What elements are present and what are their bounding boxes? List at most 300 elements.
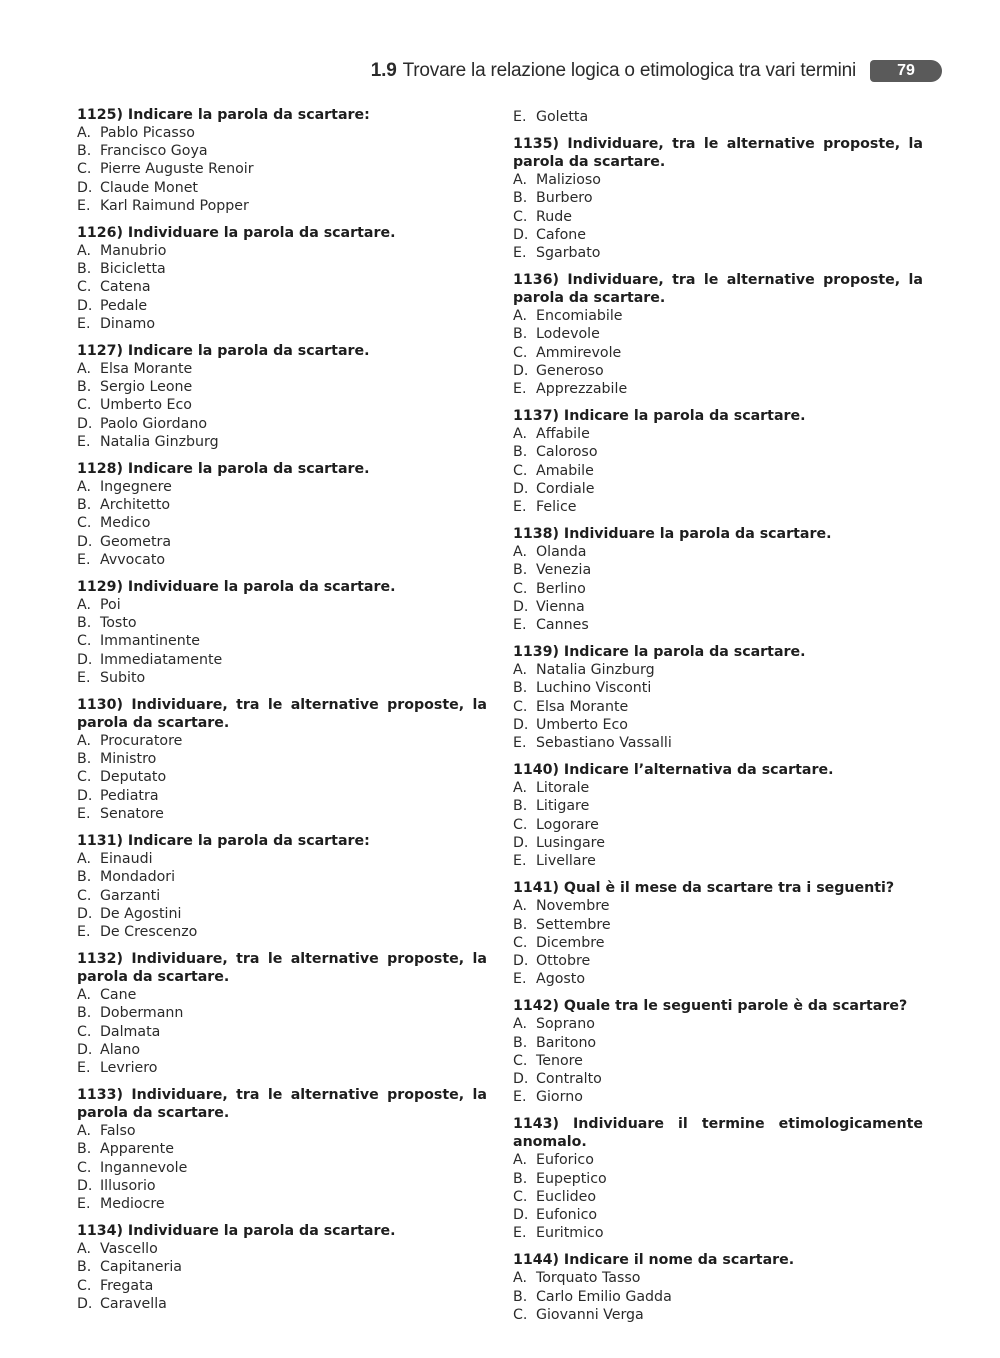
answer-option bbox=[513, 1034, 923, 1052]
option-text: Goletta bbox=[536, 109, 589, 125]
answer-option bbox=[77, 887, 487, 905]
option-text: Procuratore bbox=[100, 733, 183, 750]
answer-option bbox=[77, 651, 487, 669]
option-letter: E. bbox=[77, 1195, 91, 1212]
option-text: Subito bbox=[100, 669, 146, 686]
question-block bbox=[513, 879, 923, 988]
answer-option bbox=[77, 197, 487, 215]
option-letter: A. bbox=[77, 987, 91, 1004]
question-text: 1140) Indicare l’alternativa da scartare. bbox=[513, 762, 834, 779]
option-text: Berlino bbox=[536, 580, 586, 597]
option-text: Poi bbox=[100, 597, 121, 614]
option-text: Encomiabile bbox=[536, 308, 623, 325]
option-text: Eufonico bbox=[536, 1206, 598, 1223]
answer-option bbox=[513, 480, 923, 498]
option-text: Olanda bbox=[536, 544, 587, 561]
option-text: Sebastiano Vassalli bbox=[536, 735, 672, 752]
answer-option bbox=[513, 1088, 923, 1106]
section-title bbox=[371, 60, 856, 82]
option-text: Vienna bbox=[536, 598, 585, 615]
option-letter: A. bbox=[513, 1016, 527, 1033]
answer-option bbox=[77, 732, 487, 750]
option-text: Tosto bbox=[100, 615, 137, 632]
answer-option bbox=[77, 533, 487, 551]
answer-option bbox=[513, 208, 923, 226]
answer-option bbox=[513, 462, 923, 480]
option-letter: A. bbox=[77, 361, 91, 378]
option-letter: E. bbox=[513, 381, 527, 398]
question-block bbox=[77, 1086, 487, 1213]
option-letter: C. bbox=[513, 1306, 528, 1323]
right-column-questions bbox=[513, 135, 923, 1324]
option-text: Caravella bbox=[100, 1295, 167, 1312]
option-text: Sergio Leone bbox=[100, 379, 193, 396]
option-text: Amabile bbox=[536, 462, 594, 479]
option-letter: B. bbox=[513, 326, 528, 343]
option-letter: E. bbox=[513, 499, 527, 516]
answer-option bbox=[513, 970, 923, 988]
answer-option bbox=[77, 433, 487, 451]
question-text: 1143) Individuare il termine etimologicamente anomalo. bbox=[513, 1116, 923, 1151]
option-text: Francisco Goya bbox=[100, 143, 208, 160]
option-text: Vascello bbox=[100, 1241, 158, 1258]
option-text: Dicembre bbox=[536, 934, 605, 951]
option-text: Elsa Morante bbox=[536, 698, 629, 715]
answer-option bbox=[77, 1140, 487, 1158]
option-letter: C. bbox=[77, 887, 92, 904]
question-text: 1134) Individuare la parola da scartare. bbox=[77, 1223, 396, 1240]
option-letter: D. bbox=[513, 834, 529, 851]
option-text: Torquato Tasso bbox=[536, 1270, 641, 1287]
answer-option bbox=[513, 734, 923, 752]
answer-option bbox=[513, 616, 923, 634]
option-text: Burbero bbox=[536, 190, 593, 207]
answer-option bbox=[513, 716, 923, 734]
option-letter: B. bbox=[77, 869, 92, 886]
option-letter: E. bbox=[77, 551, 91, 568]
option-letter: C. bbox=[513, 698, 528, 715]
section-number: 1.9 bbox=[370, 60, 397, 81]
answer-option bbox=[513, 834, 923, 852]
option-letter: E. bbox=[77, 315, 91, 332]
answer-option bbox=[77, 1258, 487, 1276]
option-text: Bicicletta bbox=[100, 261, 166, 278]
answer-option bbox=[513, 1288, 923, 1306]
answer-option bbox=[77, 1122, 487, 1140]
question-block bbox=[513, 407, 923, 516]
answer-option bbox=[77, 1059, 487, 1077]
answer-option bbox=[513, 779, 923, 797]
answer-option bbox=[77, 315, 487, 333]
question-text: 1129) Individuare la parola da scartare. bbox=[77, 579, 396, 596]
option-text: Ottobre bbox=[536, 952, 591, 969]
answer-option bbox=[513, 1269, 923, 1287]
option-letter: B. bbox=[513, 1034, 528, 1051]
option-text: Pierre Auguste Renoir bbox=[100, 161, 254, 178]
option-letter: C. bbox=[513, 580, 528, 597]
option-letter: A. bbox=[513, 426, 527, 443]
question-block bbox=[77, 578, 487, 687]
option-text: Elsa Morante bbox=[100, 361, 193, 378]
answer-option bbox=[513, 171, 923, 189]
option-text: Fregata bbox=[100, 1277, 154, 1294]
answer-option bbox=[513, 1070, 923, 1088]
option-letter: B. bbox=[77, 497, 92, 514]
question-block bbox=[513, 1115, 923, 1242]
answer-option bbox=[513, 1052, 923, 1070]
answer-option bbox=[77, 297, 487, 315]
answer-option bbox=[77, 496, 487, 514]
option-letter: A. bbox=[513, 172, 527, 189]
option-letter: A. bbox=[513, 780, 527, 797]
option-text: Karl Raimund Popper bbox=[100, 197, 249, 214]
question-block bbox=[77, 832, 487, 941]
option-letter: C. bbox=[513, 934, 528, 951]
answer-option bbox=[77, 1023, 487, 1041]
answer-option bbox=[77, 669, 487, 687]
option-text: Pediatra bbox=[100, 787, 159, 804]
question-block bbox=[513, 643, 923, 752]
option-letter: D. bbox=[513, 1070, 529, 1087]
option-text: Mondadori bbox=[100, 869, 176, 886]
option-text: Generoso bbox=[536, 362, 604, 379]
option-letter: E. bbox=[513, 245, 527, 262]
option-letter: B. bbox=[513, 798, 528, 815]
option-letter: A. bbox=[513, 662, 527, 679]
answer-option bbox=[77, 868, 487, 886]
option-text: Ingegnere bbox=[100, 479, 172, 496]
option-letter: A. bbox=[513, 544, 527, 561]
option-letter: C. bbox=[77, 279, 92, 296]
option-text: Soprano bbox=[536, 1016, 595, 1033]
option-text: Cordiale bbox=[536, 480, 595, 497]
option-text: De Agostini bbox=[100, 905, 182, 922]
option-text: Immediatamente bbox=[100, 651, 223, 668]
answer-option bbox=[513, 679, 923, 697]
option-text: Euforico bbox=[536, 1152, 594, 1169]
answer-option bbox=[77, 850, 487, 868]
answer-option bbox=[513, 661, 923, 679]
option-letter: D. bbox=[513, 1206, 529, 1223]
option-letter: D. bbox=[513, 226, 529, 243]
answer-option bbox=[513, 498, 923, 516]
question-text: 1131) Indicare la parola da scartare: bbox=[77, 833, 370, 850]
option-text: De Crescenzo bbox=[100, 923, 198, 940]
question-block bbox=[77, 106, 487, 215]
option-letter: B. bbox=[513, 680, 528, 697]
option-text: Paolo Giordano bbox=[100, 415, 207, 432]
option-letter: C. bbox=[513, 816, 528, 833]
question-text: 1126) Individuare la parola da scartare. bbox=[77, 225, 396, 242]
answer-option bbox=[513, 1206, 923, 1224]
option-letter: B. bbox=[513, 1288, 528, 1305]
answer-option bbox=[77, 905, 487, 923]
answer-option bbox=[77, 750, 487, 768]
answer-option bbox=[513, 1306, 923, 1324]
option-letter: D. bbox=[77, 1177, 93, 1194]
answer-option bbox=[513, 1170, 923, 1188]
answer-option bbox=[513, 598, 923, 616]
answer-option bbox=[77, 614, 487, 632]
answer-option bbox=[513, 362, 923, 380]
answer-option bbox=[513, 1151, 923, 1169]
option-letter: B. bbox=[513, 916, 528, 933]
page-header bbox=[371, 58, 942, 84]
answer-option bbox=[77, 923, 487, 941]
option-letter: D. bbox=[77, 1041, 93, 1058]
option-letter: B. bbox=[513, 190, 528, 207]
answer-option bbox=[77, 360, 487, 378]
right-column bbox=[513, 106, 923, 1333]
question-text: 1139) Indicare la parola da scartare. bbox=[513, 644, 806, 661]
option-letter: D. bbox=[513, 480, 529, 497]
option-text: Lodevole bbox=[536, 326, 600, 343]
option-text: Giorno bbox=[536, 1089, 583, 1106]
option-text: Litorale bbox=[536, 780, 590, 797]
option-text: Architetto bbox=[100, 497, 171, 514]
option-text: Carlo Emilio Gadda bbox=[536, 1288, 672, 1305]
question-block bbox=[513, 271, 923, 398]
question-block bbox=[513, 1251, 923, 1324]
answer-option bbox=[77, 768, 487, 786]
option-letter: A. bbox=[77, 243, 91, 260]
question-text: 1142) Quale tra le seguenti parole è da scartare? bbox=[513, 998, 908, 1015]
option-text: Apparente bbox=[100, 1141, 174, 1158]
option-text: Cannes bbox=[536, 617, 589, 634]
option-text: Logorare bbox=[536, 816, 599, 833]
answer-option bbox=[513, 934, 923, 952]
option-text: Levriero bbox=[100, 1059, 158, 1076]
answer-option bbox=[77, 378, 487, 396]
option-letter: A. bbox=[77, 479, 91, 496]
answer-option bbox=[77, 142, 487, 160]
option-text: Livellare bbox=[536, 853, 596, 870]
option-text: Pedale bbox=[100, 297, 148, 314]
question-text: 1137) Indicare la parola da scartare. bbox=[513, 408, 806, 425]
answer-option bbox=[77, 124, 487, 142]
option-letter: C. bbox=[513, 344, 528, 361]
option-text: Geometra bbox=[100, 533, 172, 550]
option-letter: E. bbox=[77, 923, 91, 940]
question-block bbox=[513, 761, 923, 870]
option-text: Mediocre bbox=[100, 1195, 165, 1212]
page-number-badge: 79 bbox=[870, 60, 942, 82]
option-text: Catena bbox=[100, 279, 151, 296]
option-letter: E. bbox=[513, 1225, 527, 1242]
answer-option bbox=[77, 1277, 487, 1295]
option-text: Medico bbox=[100, 515, 151, 532]
answer-option bbox=[513, 1015, 923, 1033]
answer-option bbox=[77, 478, 487, 496]
answer-option bbox=[77, 1295, 487, 1313]
option-text: Lusingare bbox=[536, 834, 605, 851]
answer-option bbox=[513, 852, 923, 870]
answer-option bbox=[513, 952, 923, 970]
option-letter: E. bbox=[513, 735, 527, 752]
option-text: Cane bbox=[100, 987, 137, 1004]
option-text: Ministro bbox=[100, 751, 157, 768]
answer-option bbox=[77, 551, 487, 569]
option-letter: C. bbox=[77, 1277, 92, 1294]
option-letter: A. bbox=[513, 898, 527, 915]
answer-option bbox=[513, 1188, 923, 1206]
answer-option bbox=[513, 1224, 923, 1242]
option-letter: A. bbox=[77, 597, 91, 614]
answer-option bbox=[513, 543, 923, 561]
answer-option bbox=[77, 396, 487, 414]
option-text: Giovanni Verga bbox=[536, 1306, 644, 1323]
option-text: Venezia bbox=[536, 562, 592, 579]
option-letter: D. bbox=[77, 297, 93, 314]
answer-option bbox=[77, 805, 487, 823]
option-text: Illusorio bbox=[100, 1177, 156, 1194]
question-block bbox=[77, 950, 487, 1077]
option-letter: A. bbox=[77, 125, 91, 141]
question-text: 1132) Individuare, tra le alternative proposte, la parola da scartare. bbox=[77, 951, 487, 986]
answer-option bbox=[77, 242, 487, 260]
option-letter: E. bbox=[77, 197, 91, 214]
option-letter: C. bbox=[513, 208, 528, 225]
option-text: Eupeptico bbox=[536, 1170, 607, 1187]
option-text: Agosto bbox=[536, 971, 586, 988]
answer-option bbox=[77, 1159, 487, 1177]
option-text: Immantinente bbox=[100, 633, 201, 650]
answer-option bbox=[513, 561, 923, 579]
option-text: Felice bbox=[536, 499, 577, 516]
question-block bbox=[77, 342, 487, 451]
option-text: Affabile bbox=[536, 426, 590, 443]
option-text: Natalia Ginzburg bbox=[536, 662, 655, 679]
question-block bbox=[77, 224, 487, 333]
option-text: Alano bbox=[100, 1041, 141, 1058]
question-block bbox=[77, 1222, 487, 1313]
option-letter: C. bbox=[513, 1052, 528, 1069]
option-text: Tenore bbox=[536, 1052, 583, 1069]
option-letter: B. bbox=[77, 751, 92, 768]
option-text: Avvocato bbox=[100, 551, 166, 568]
answer-option bbox=[513, 580, 923, 598]
answer-option bbox=[77, 514, 487, 532]
question-block bbox=[513, 135, 923, 262]
option-text: Pablo Picasso bbox=[100, 125, 195, 141]
option-letter: C. bbox=[77, 397, 92, 414]
option-text: Rude bbox=[536, 208, 572, 225]
option-text: Malizioso bbox=[536, 172, 601, 189]
answer-option bbox=[513, 897, 923, 915]
option-letter: D. bbox=[77, 787, 93, 804]
question-text: 1128) Indicare la parola da scartare. bbox=[77, 461, 370, 478]
question-block bbox=[77, 696, 487, 823]
option-letter: C. bbox=[77, 161, 92, 178]
option-letter: A. bbox=[513, 1152, 527, 1169]
option-letter: B. bbox=[77, 379, 92, 396]
option-letter: C. bbox=[77, 1023, 92, 1040]
question-text: 1127) Indicare la parola da scartare. bbox=[77, 343, 370, 360]
option-letter: D. bbox=[77, 905, 93, 922]
question-block bbox=[513, 525, 923, 634]
answer-option bbox=[77, 278, 487, 296]
option-letter: C. bbox=[513, 1188, 528, 1205]
option-letter: D. bbox=[77, 533, 93, 550]
answer-option bbox=[513, 307, 923, 325]
option-letter: C. bbox=[513, 462, 528, 479]
option-text: Dobermann bbox=[100, 1005, 184, 1022]
option-letter: E. bbox=[513, 853, 527, 870]
option-letter: E. bbox=[513, 971, 527, 988]
option-text: Settembre bbox=[536, 916, 611, 933]
option-text: Ingannevole bbox=[100, 1159, 188, 1176]
answer-option bbox=[513, 380, 923, 398]
continued-option bbox=[513, 108, 923, 126]
option-text: Euclideo bbox=[536, 1188, 597, 1205]
answer-option bbox=[77, 1195, 487, 1213]
answer-option bbox=[513, 816, 923, 834]
option-letter: C. bbox=[77, 633, 92, 650]
question-text: 1135) Individuare, tra le alternative proposte, la parola da scartare. bbox=[513, 136, 923, 171]
option-text: Capitaneria bbox=[100, 1259, 182, 1276]
option-letter: E. bbox=[513, 109, 527, 125]
option-text: Luchino Visconti bbox=[536, 680, 652, 697]
option-letter: B. bbox=[77, 615, 92, 632]
option-text: Umberto Eco bbox=[100, 397, 192, 414]
answer-option bbox=[77, 1004, 487, 1022]
option-letter: D. bbox=[77, 1295, 93, 1312]
answer-option bbox=[513, 916, 923, 934]
answer-option bbox=[77, 1240, 487, 1258]
option-text: Garzanti bbox=[100, 887, 161, 904]
question-block bbox=[513, 997, 923, 1106]
answer-option bbox=[513, 698, 923, 716]
option-text: Baritono bbox=[536, 1034, 597, 1051]
option-letter: B. bbox=[77, 1141, 92, 1158]
option-text: Litigare bbox=[536, 798, 590, 815]
option-letter: A. bbox=[513, 1270, 527, 1287]
option-letter: E. bbox=[513, 617, 527, 634]
option-text: Dinamo bbox=[100, 315, 156, 332]
option-text: Sgarbato bbox=[536, 245, 601, 262]
option-letter: C. bbox=[77, 515, 92, 532]
answer-option bbox=[513, 425, 923, 443]
question-text: 1138) Individuare la parola da scartare. bbox=[513, 526, 832, 543]
answer-option bbox=[77, 415, 487, 433]
option-text: Caloroso bbox=[536, 444, 598, 461]
option-text: Cafone bbox=[536, 226, 586, 243]
question-text: 1133) Individuare, tra le alternative proposte, la parola da scartare. bbox=[77, 1087, 487, 1122]
answer-option bbox=[77, 986, 487, 1004]
option-letter: A. bbox=[77, 1241, 91, 1258]
answer-option bbox=[513, 244, 923, 262]
option-letter: A. bbox=[77, 851, 91, 868]
option-text: Ammirevole bbox=[536, 344, 622, 361]
answer-option bbox=[513, 189, 923, 207]
option-text: Umberto Eco bbox=[536, 716, 628, 733]
answer-option bbox=[513, 226, 923, 244]
option-letter: D. bbox=[513, 716, 529, 733]
option-letter: D. bbox=[77, 179, 93, 196]
option-letter: E. bbox=[513, 1089, 527, 1106]
option-letter: B. bbox=[77, 261, 92, 278]
option-text: Euritmico bbox=[536, 1225, 604, 1242]
option-text: Claude Monet bbox=[100, 179, 198, 196]
section-title-text: Trovare la relazione logica o etimologica tra vari termini bbox=[402, 60, 856, 81]
answer-option bbox=[513, 344, 923, 362]
question-block bbox=[77, 460, 487, 569]
option-letter: D. bbox=[77, 415, 93, 432]
option-text: Natalia Ginzburg bbox=[100, 433, 219, 450]
option-text: Falso bbox=[100, 1123, 136, 1140]
option-letter: E. bbox=[77, 1059, 91, 1076]
option-letter: D. bbox=[513, 952, 529, 969]
